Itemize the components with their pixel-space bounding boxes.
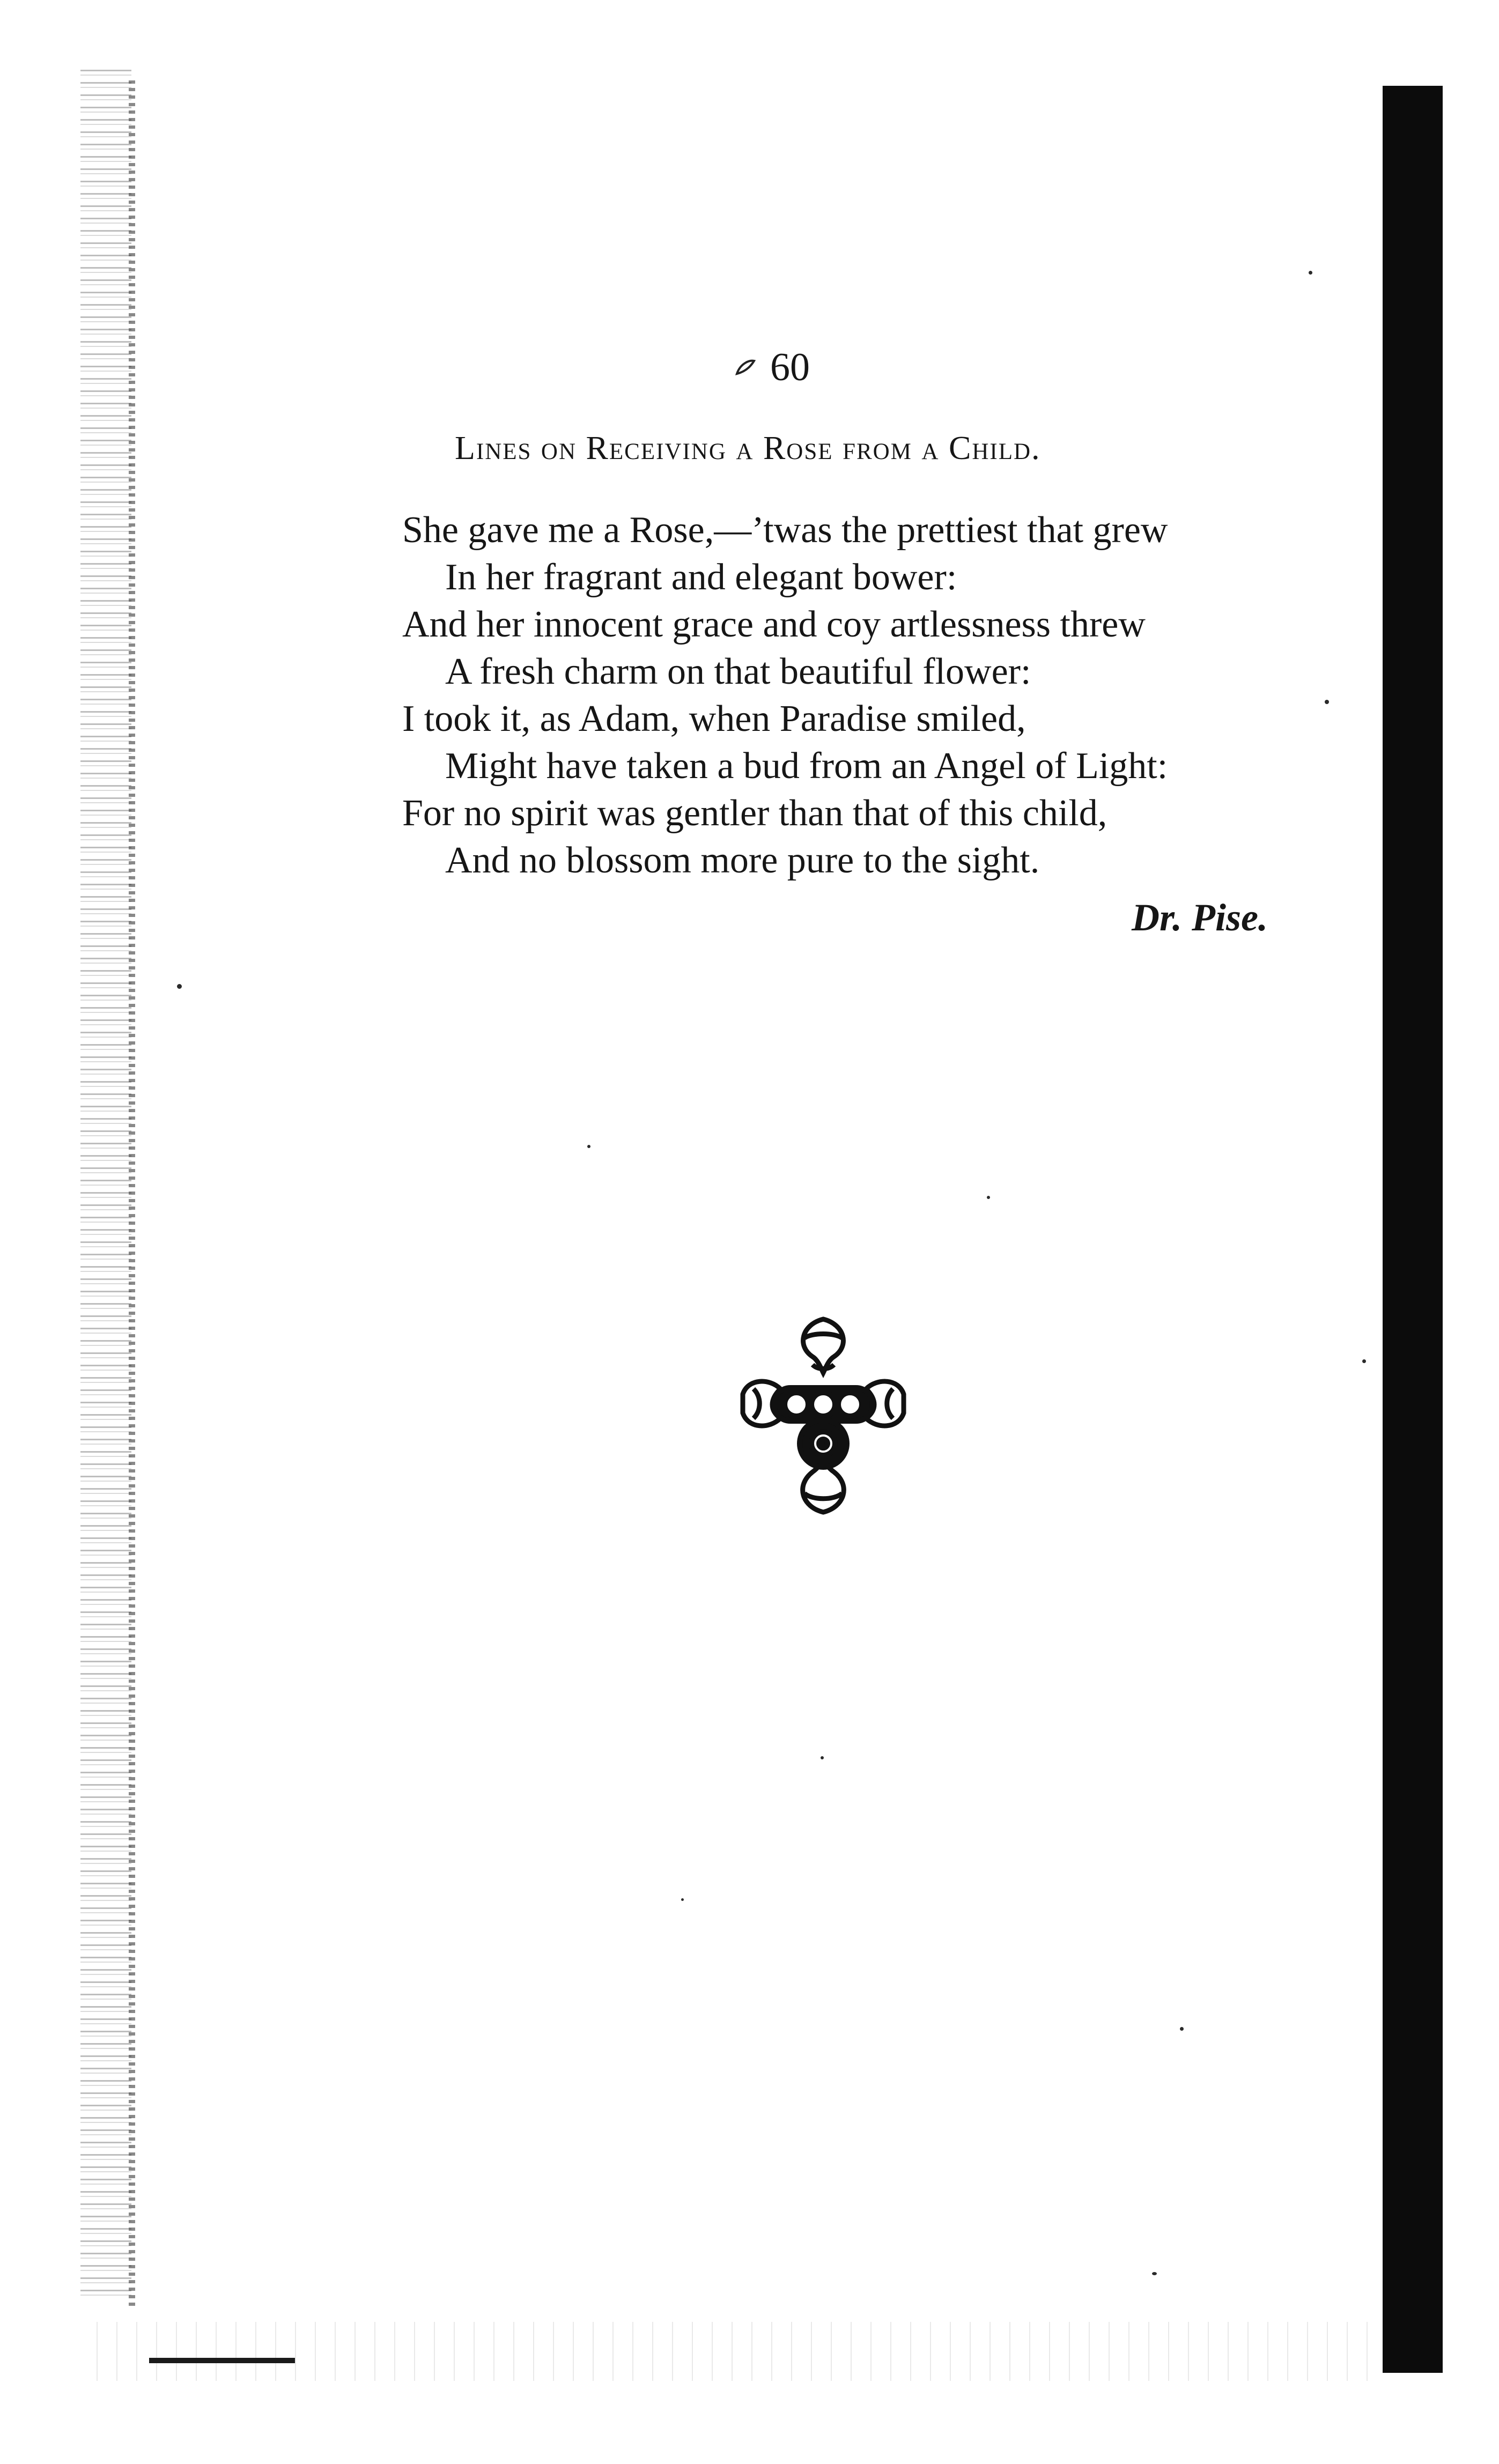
binding-gutter (80, 70, 131, 2300)
scan-speck (1309, 271, 1312, 275)
scan-speck (681, 1898, 684, 1901)
poem-line: In her fragrant and elegant bower: (445, 557, 957, 598)
page-edge-shadow (1383, 86, 1443, 2373)
scan-speck (587, 1145, 590, 1148)
scan-speck (1180, 2027, 1184, 2031)
poem-line: And her innocent grace and coy artlessness threw (402, 604, 1146, 645)
scan-speck (987, 1196, 990, 1199)
scan-speck (1325, 700, 1329, 704)
poem-author: Dr. Pise. (1132, 896, 1268, 939)
scan-speck (1362, 1359, 1366, 1363)
page-number: 60 (770, 345, 810, 389)
scan-speck (821, 1756, 824, 1759)
binding-gutter-strip (129, 80, 135, 2306)
scan-speck (177, 984, 182, 989)
poem-line: And no blossom more pure to the sight. (445, 840, 1040, 881)
poem-line: Might have taken a bud from an Angel of Light: (445, 745, 1168, 787)
poem-line: I took it, as Adam, when Paradise smiled, (402, 698, 1026, 739)
poem-title: Lines on Receiving a Rose from a Child. (455, 430, 1041, 467)
poem-body (402, 507, 1357, 884)
page-header (735, 343, 810, 391)
poem-line: She gave me a Rose,—’twas the prettiest that grew (402, 509, 1168, 551)
poem-line: For no spirit was gentler than that of this child, (402, 793, 1107, 834)
bottom-rule (149, 2358, 295, 2363)
leaf-flourish-icon (735, 357, 756, 378)
cross-ornament-icon (732, 1308, 914, 1523)
scan-speck (1152, 2272, 1157, 2275)
bottom-scan-noise (97, 2322, 1384, 2381)
poem-line: A fresh charm on that beautiful flower: (445, 651, 1031, 692)
